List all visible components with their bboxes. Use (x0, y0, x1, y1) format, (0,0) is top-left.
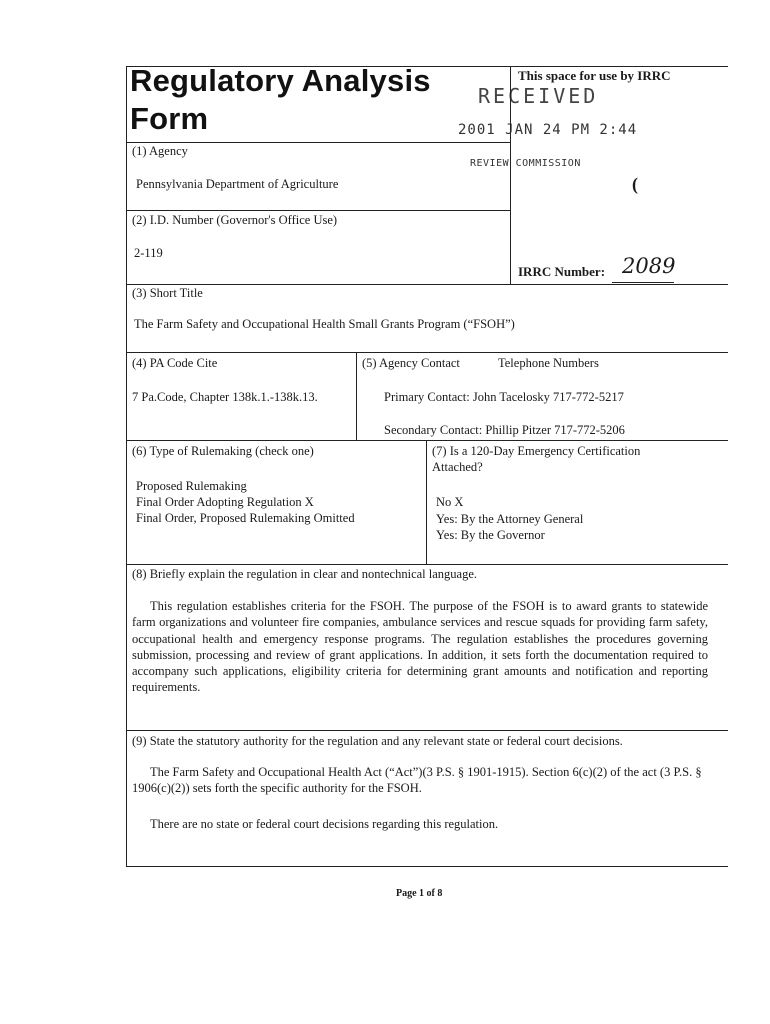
short-title-top-line (126, 284, 728, 285)
authority-paragraph-2: There are no state or federal court decisions regarding this regulation. (150, 817, 499, 831)
page-number: Page 1 of 8 (396, 888, 443, 899)
short-title-value: The Farm Safety and Occupational Health Small Grants Program (“FSOH”) (134, 317, 515, 331)
pa-code-label: (4) PA Code Cite (132, 356, 218, 370)
emergency-label-line2: Attached? (432, 460, 483, 474)
form-title-line2: Form (130, 101, 209, 136)
irrc-box-left-border (510, 66, 511, 284)
emergency-option-attorney-general: Yes: By the Attorney General (436, 512, 584, 526)
id-number-label: (2) I.D. Number (Governor's Office Use) (132, 213, 338, 227)
irrc-space-label: This space for use by IRRC (518, 68, 671, 83)
irrc-number-label: IRRC Number: (518, 264, 606, 279)
emergency-option-governor: Yes: By the Governor (436, 528, 545, 542)
received-stamp: RECEIVED (478, 84, 599, 108)
form-left-border (126, 66, 127, 866)
authority-paragraph-1: The Farm Safety and Occupational Health Act (“Act”)(3 P.S. § 1901-1915). Section 6(c)(2) of the act (3 P.S. § 1906(c)(2)) sets forth the specific authority for the FSOH. (132, 765, 702, 796)
irrc-number-value: 2089 (622, 254, 676, 278)
short-title-label: (3) Short Title (132, 286, 203, 300)
top-border-line (510, 66, 728, 67)
stamp-date: 2001 JAN 24 PM 2:44 (458, 122, 638, 138)
emergency-option-no: No X (436, 495, 464, 509)
rulemaking-option-proposed: Proposed Rulemaking (136, 479, 247, 493)
agency-label: (1) Agency (132, 144, 188, 158)
id-number-value: 2-119 (134, 246, 163, 260)
stamp-commission: REVIEW COMMISSION (470, 158, 581, 169)
authority-label: (9) State the statutory authority for the regulation and any relevant state or federal court decisions. (132, 734, 623, 748)
rulemaking-top-line (126, 440, 728, 441)
pa-code-value: 7 Pa.Code, Chapter 138k.1.-138k.13. (132, 390, 318, 404)
rulemaking-label: (6) Type of Rulemaking (check one) (132, 444, 314, 458)
emergency-label-line1: (7) Is a 120-Day Emergency Certification (432, 444, 641, 458)
irrc-number-underline (612, 282, 674, 283)
rulemaking-option-final-omitted: Final Order, Proposed Rulemaking Omitted (136, 511, 355, 525)
rulemaking-option-final-adopting: Final Order Adopting Regulation X (136, 495, 314, 509)
rulemaking-emergency-divider (426, 440, 427, 564)
form-bottom-line (126, 866, 728, 867)
secondary-contact: Secondary Contact: Phillip Pitzer 717-772-5206 (384, 423, 625, 437)
primary-contact: Primary Contact: John Tacelosky 717-772-5217 (384, 390, 624, 404)
explain-text: This regulation establishes criteria for the FSOH. The purpose of the FSOH is to award grants to statewide farm organizations and volunteer fire companies, ambulance services and rescue squads for providing farm safety, occupational health and emergency response programs. The regulation establishes the procedures governing submission, processing and review of grant applications. In addition, it sets forth the documentation required to accompany such applications, eligibility criteria for determining grant amounts and notification and reporting requirements. (132, 599, 708, 695)
title-top-border (126, 66, 510, 67)
agency-contact-label: (5) Agency Contact (362, 356, 460, 370)
pa-code-contact-divider (356, 352, 357, 440)
explain-label: (8) Briefly explain the regulation in clear and nontechnical language. (132, 567, 478, 581)
stamp-mark-icon: ( (632, 174, 638, 194)
pa-code-top-line (126, 352, 728, 353)
telephone-numbers-label: Telephone Numbers (498, 356, 599, 370)
explain-top-line (126, 564, 728, 565)
id-number-top-line (126, 210, 510, 211)
agency-value: Pennsylvania Department of Agriculture (136, 177, 339, 191)
form-title-line1: Regulatory Analysis (130, 63, 431, 98)
authority-top-line (126, 730, 728, 731)
